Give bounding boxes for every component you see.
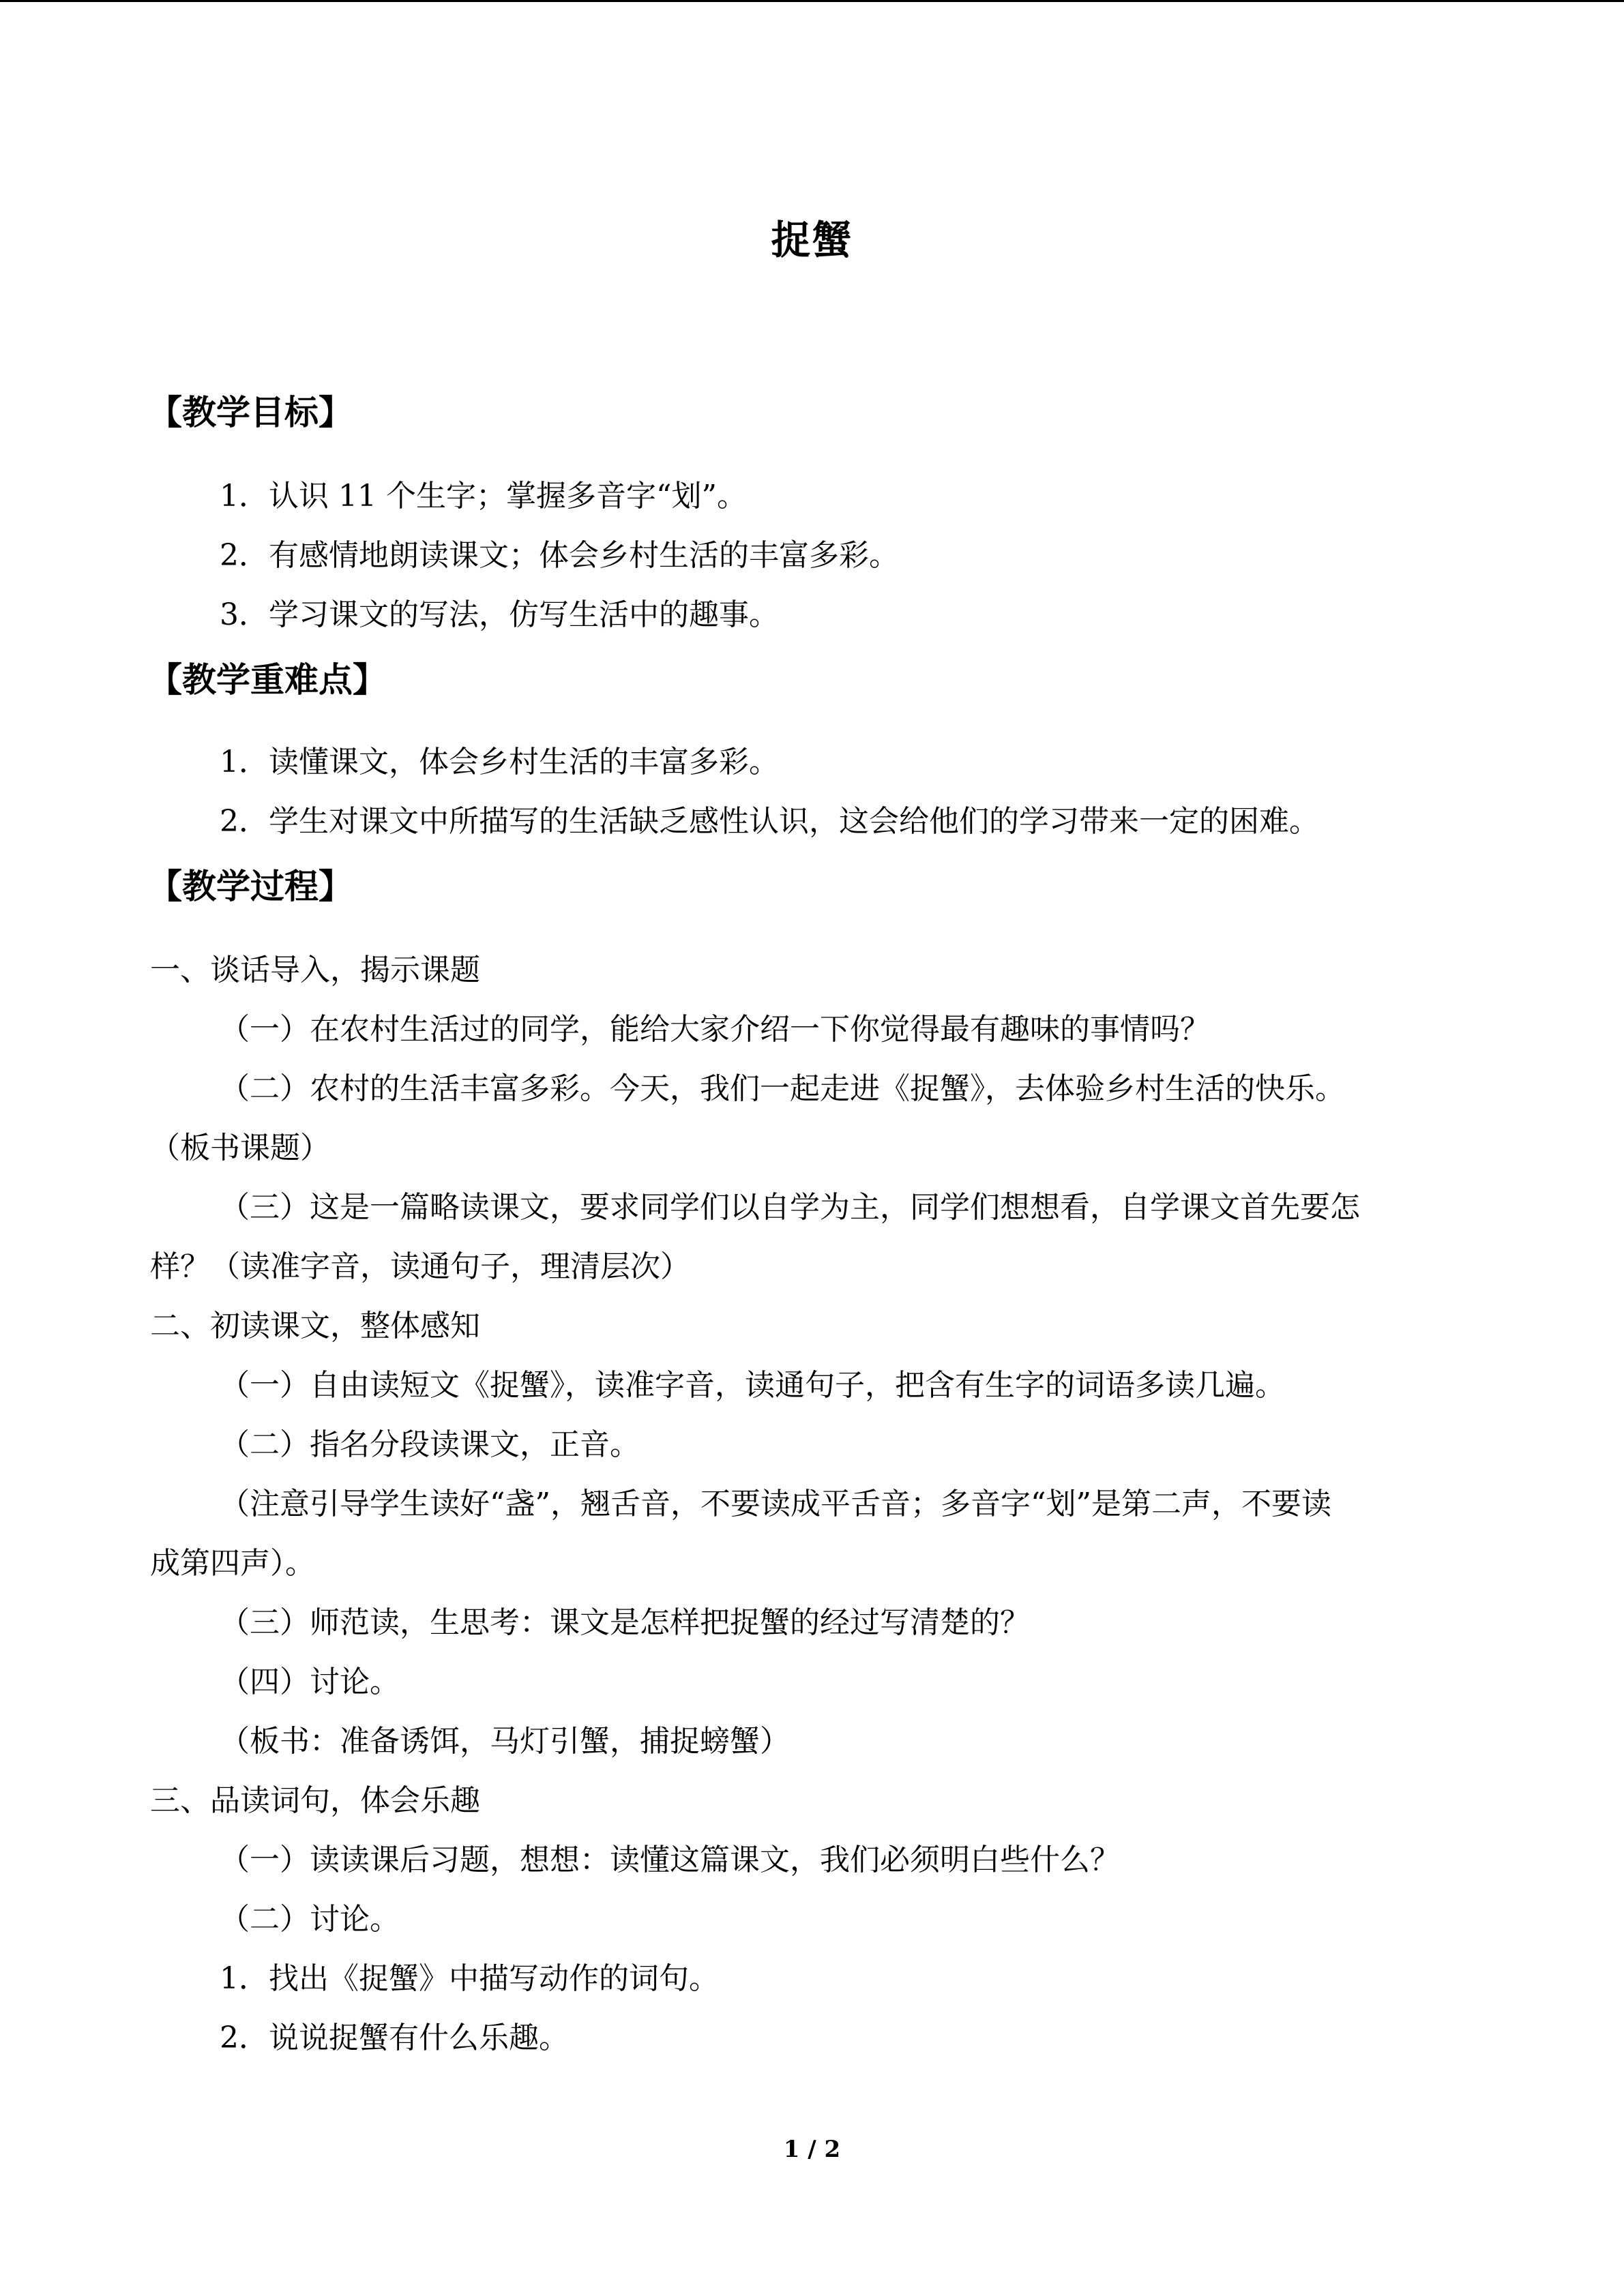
process-line: （板书：准备诱饵，马灯引蟹，捕捉螃蟹） [220, 1724, 790, 1759]
key-point-item: 1．读懂课文，体会乡村生活的丰富多彩。 [220, 745, 779, 779]
objective-item: 2．有感情地朗读课文；体会乡村生活的丰富多彩。 [220, 538, 899, 573]
process-line: （一）自由读短文《捉蟹》，读准字音，读通句子，把含有生字的词语多读几遍。 [220, 1368, 1285, 1403]
process-line: 成第四声）。 [150, 1546, 315, 1581]
process-line: （注意引导学生读好“盏”，翘舌音，不要读成平舌音；多音字“划”是第二声，不要读 [220, 1487, 1331, 1521]
process-step-heading: 三、品读词句，体会乐趣 [150, 1783, 480, 1818]
document-title: 捉蟹 [771, 217, 853, 263]
process-line: （三）这是一篇略读课文，要求同学们以自学为主，同学们想想看，自学课文首先要怎 [220, 1190, 1360, 1225]
section-heading-key-points: 【教学重难点】 [148, 660, 387, 700]
section-heading-process: 【教学过程】 [148, 867, 353, 906]
process-line: （二）讨论。 [220, 1902, 400, 1937]
process-line: （四）讨论。 [220, 1665, 400, 1699]
section-heading-objectives: 【教学目标】 [148, 393, 353, 432]
top-border-rule [0, 0, 1624, 2]
process-step-heading: 一、谈话导入，揭示课题 [150, 953, 480, 987]
process-line: （二）指名分段读课文，正音。 [220, 1427, 640, 1462]
process-line: 样？（读准字音，读通句子，理清层次） [150, 1249, 690, 1284]
process-line: 1．找出《捉蟹》中描写动作的词句。 [220, 1961, 719, 1996]
process-line: （一）在农村生活过的同学，能给大家介绍一下你觉得最有趣味的事情吗？ [220, 1012, 1210, 1047]
process-line: （三）师范读，生思考：课文是怎样把捉蟹的经过写清楚的？ [220, 1605, 1030, 1640]
objective-item: 1．认识 11 个生字；掌握多音字“划”。 [220, 479, 747, 513]
process-line: 2．说说捉蟹有什么乐趣。 [220, 2021, 569, 2055]
process-line: （一）读读课后习题，想想：读懂这篇课文，我们必须明白些什么？ [220, 1843, 1120, 1877]
page-number: 1 / 2 [783, 2136, 841, 2163]
objective-item: 3．学习课文的写法，仿写生活中的趣事。 [220, 597, 779, 632]
key-point-item: 2．学生对课文中所描写的生活缺乏感性认识，这会给他们的学习带来一定的困难。 [220, 804, 1319, 839]
process-line: （二）农村的生活丰富多彩。今天，我们一起走进《捉蟹》，去体验乡村生活的快乐。 [220, 1071, 1345, 1106]
process-line: （板书课题） [150, 1131, 330, 1165]
process-step-heading: 二、初读课文，整体感知 [150, 1309, 480, 1343]
